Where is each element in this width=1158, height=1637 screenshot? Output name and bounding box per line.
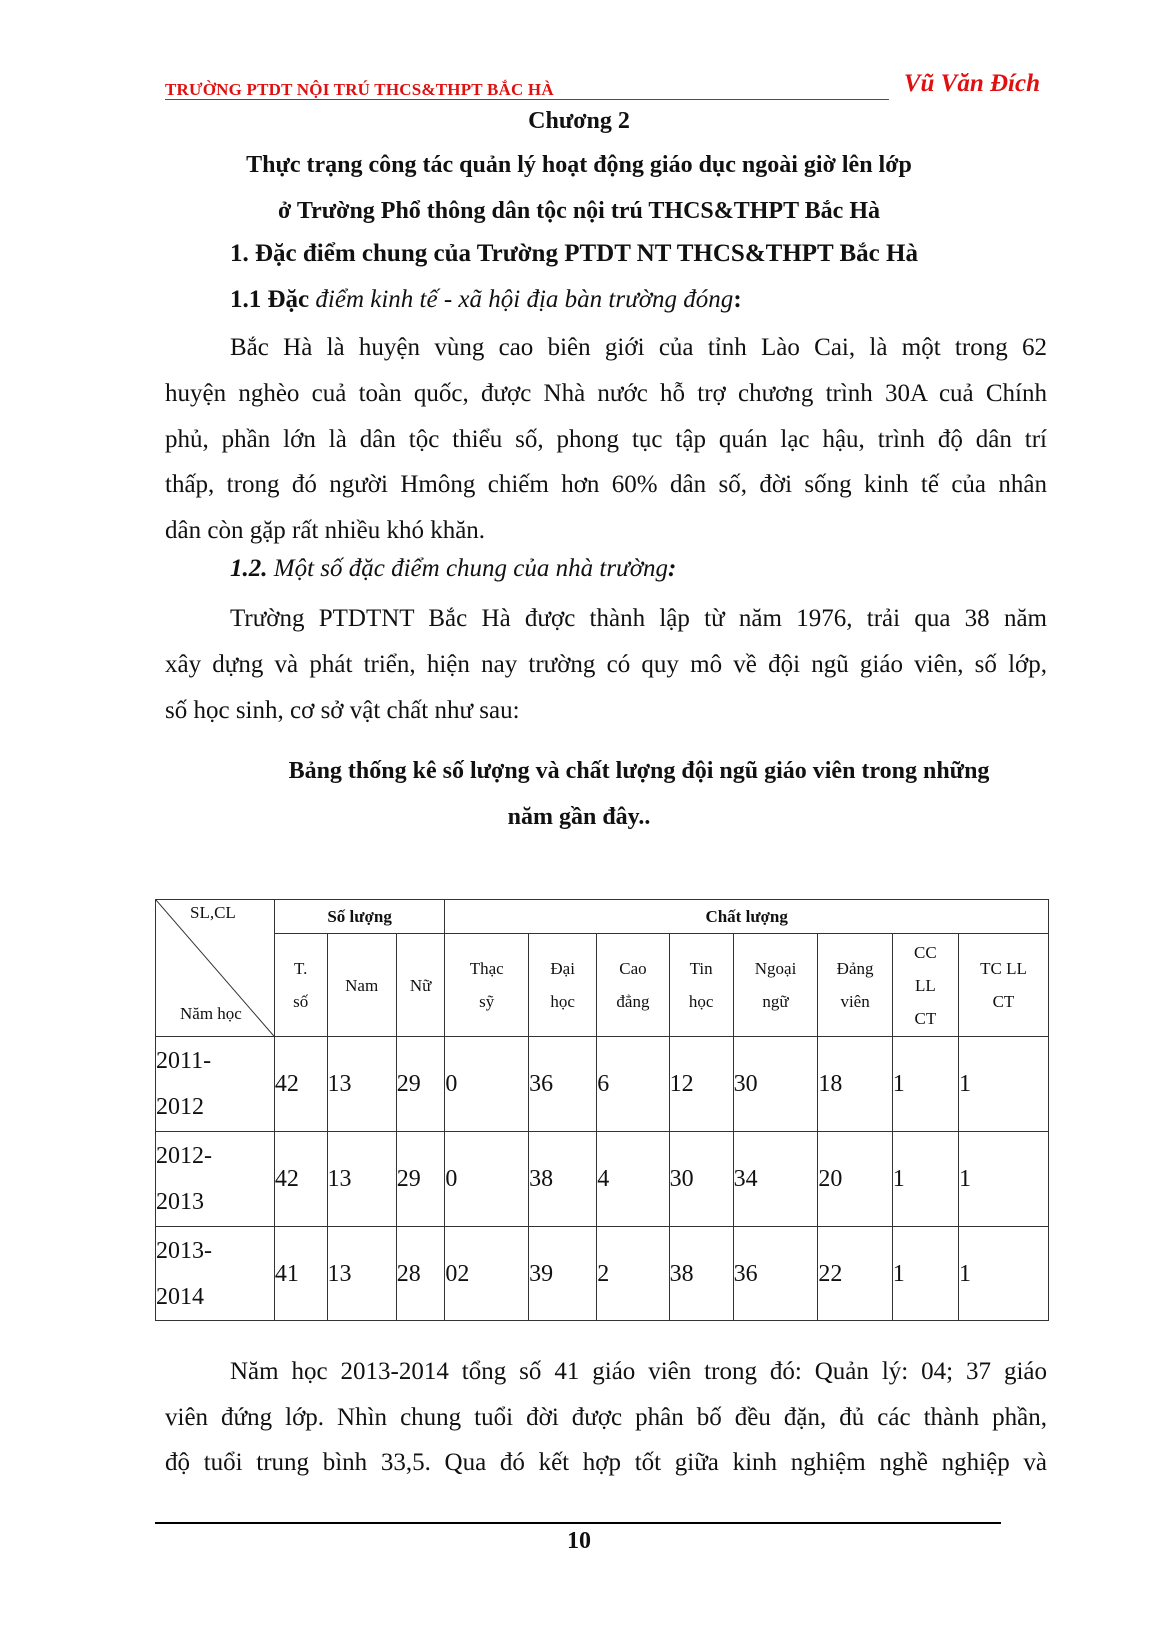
column-header: CC LL CT xyxy=(892,934,958,1037)
group-header-quality: Chất lượng xyxy=(445,900,1049,934)
year-cell: 2011- 2012 xyxy=(156,1037,275,1132)
value-cell: 36 xyxy=(529,1037,597,1132)
value-cell: 6 xyxy=(597,1037,669,1132)
value-cell: 1 xyxy=(958,1037,1048,1132)
value-cell: 4 xyxy=(597,1132,669,1227)
table-row xyxy=(156,1132,1049,1227)
year-cell: 2013- 2014 xyxy=(156,1227,275,1321)
value-cell: 29 xyxy=(396,1037,445,1132)
header-author: Vũ Văn Đích xyxy=(903,70,1040,97)
section-1-1-title: điểm kinh tế - xã hội địa bàn trường đóng xyxy=(315,286,734,313)
section-1-2-title: Một số đặc điểm chung của nhà trường xyxy=(267,555,669,582)
table-title-line2: năm gần đây.. xyxy=(507,804,651,830)
value-cell: 38 xyxy=(529,1132,597,1227)
table-row xyxy=(156,1037,1049,1132)
column-header: T. số xyxy=(274,934,327,1037)
value-cell: 1 xyxy=(892,1037,958,1132)
value-cell: 1 xyxy=(892,1227,958,1321)
value-cell: 34 xyxy=(733,1132,818,1227)
closing-paragraph-line: Năm học 2013-2014 tổng số 41 giáo viên trong đó: Quản lý: 04; 37 giáo xyxy=(230,1358,1047,1385)
column-header: Đảng viên xyxy=(818,934,892,1037)
column-header: Đại học xyxy=(529,934,597,1037)
value-cell: 0 xyxy=(445,1037,529,1132)
teacher-statistics-table xyxy=(155,899,1049,1321)
paragraph-1-2-line: Trường PTDTNT Bắc Hà được thành lập từ năm 1976, trải qua 38 năm xyxy=(230,605,1047,632)
section-1-1-number: 1.1 Đặc xyxy=(230,286,316,313)
paragraph-1-1-line: thấp, trong đó người Hmông chiếm hơn 60% dân số, đời sống kinh tế của nhân xyxy=(165,471,1047,498)
corner-label-top: SL,CL xyxy=(190,903,236,922)
header-rule xyxy=(165,99,889,100)
table-corner-cell xyxy=(156,900,275,1037)
paragraph-1-1-line: Bắc Hà là huyện vùng cao biên giới của tỉnh Lào Cai, là một trong 62 xyxy=(230,334,1047,361)
column-header: TC LL CT xyxy=(958,934,1048,1037)
column-header: Thạc sỹ xyxy=(445,934,529,1037)
paragraph-1-1-line: huyện nghèo cuả toàn quốc, được Nhà nước hỗ trợ chương trình 30A cuả Chính xyxy=(165,380,1047,407)
year-cell: 2012- 2013 xyxy=(156,1132,275,1227)
closing-paragraph-line: viên đứng lớp. Nhìn chung tuổi đời được phân bố đều đặn, đủ các thành phần, xyxy=(165,1404,1047,1431)
paragraph-1-1-line: dân còn gặp rất nhiều khó khăn. xyxy=(165,517,486,544)
section-1-2-colon: : xyxy=(668,555,677,582)
value-cell: 12 xyxy=(669,1037,733,1132)
value-cell: 13 xyxy=(327,1227,396,1321)
table-row xyxy=(156,1227,1049,1321)
value-cell: 18 xyxy=(818,1037,892,1132)
value-cell: 42 xyxy=(274,1132,327,1227)
section-1-2-heading xyxy=(230,555,676,583)
column-header: Ngoại ngữ xyxy=(733,934,818,1037)
column-header: Nữ xyxy=(396,934,445,1037)
value-cell: 1 xyxy=(958,1227,1048,1321)
value-cell: 39 xyxy=(529,1227,597,1321)
value-cell: 02 xyxy=(445,1227,529,1321)
value-cell: 0 xyxy=(445,1132,529,1227)
value-cell: 1 xyxy=(958,1132,1048,1227)
column-header: Tin học xyxy=(669,934,733,1037)
corner-label-bottom: Năm học xyxy=(180,1004,242,1023)
chapter-title-line2: ở Trường Phổ thông dân tộc nội trú THCS&THPT Bắc Hà xyxy=(278,198,880,224)
group-header-quantity: Số lượng xyxy=(274,900,445,934)
value-cell: 13 xyxy=(327,1132,396,1227)
value-cell: 22 xyxy=(818,1227,892,1321)
value-cell: 38 xyxy=(669,1227,733,1321)
paragraph-1-2-line: số học sinh, cơ sở vật chất như sau: xyxy=(165,697,520,724)
value-cell: 30 xyxy=(733,1037,818,1132)
chapter-label: Chương 2 xyxy=(528,108,630,134)
value-cell: 20 xyxy=(818,1132,892,1227)
section-1-2-number: 1.2. xyxy=(230,555,268,582)
table-title-line1: Bảng thống kê số lượng và chất lượng đội ngũ giáo viên trong những xyxy=(288,758,990,784)
value-cell: 28 xyxy=(396,1227,445,1321)
value-cell: 1 xyxy=(892,1132,958,1227)
paragraph-1-1-line: phủ, phần lớn là dân tộc thiểu số, phong tục tập quán lạc hậu, trình độ dân trí xyxy=(165,426,1047,453)
paragraph-1-2-line: xây dựng và phát triển, hiện nay trường có quy mô về đội ngũ giáo viên, số lớp, xyxy=(165,651,1047,678)
footer-rule xyxy=(155,1522,1001,1524)
section-1-1-colon: : xyxy=(733,286,742,313)
section-1-heading: 1. Đặc điểm chung của Trường PTDT NT THCS&THPT Bắc Hà xyxy=(230,240,918,267)
value-cell: 42 xyxy=(274,1037,327,1132)
section-1-1-heading xyxy=(230,286,742,314)
value-cell: 36 xyxy=(733,1227,818,1321)
closing-paragraph-line: độ tuổi trung bình 33,5. Qua đó kết hợp tốt giữa kinh nghiệm nghề nghiệp và xyxy=(165,1449,1047,1476)
value-cell: 13 xyxy=(327,1037,396,1132)
column-header: Cao đẳng xyxy=(597,934,669,1037)
value-cell: 30 xyxy=(669,1132,733,1227)
value-cell: 41 xyxy=(274,1227,327,1321)
value-cell: 2 xyxy=(597,1227,669,1321)
chapter-title-line1: Thực trạng công tác quản lý hoạt động giáo dục ngoài giờ lên lớp xyxy=(246,152,912,178)
column-header: Nam xyxy=(327,934,396,1037)
header-school-name: TRƯỜNG PTDT NỘI TRÚ THCS&THPT BẮC HÀ xyxy=(165,80,554,99)
page-number: 10 xyxy=(567,1528,591,1554)
value-cell: 29 xyxy=(396,1132,445,1227)
